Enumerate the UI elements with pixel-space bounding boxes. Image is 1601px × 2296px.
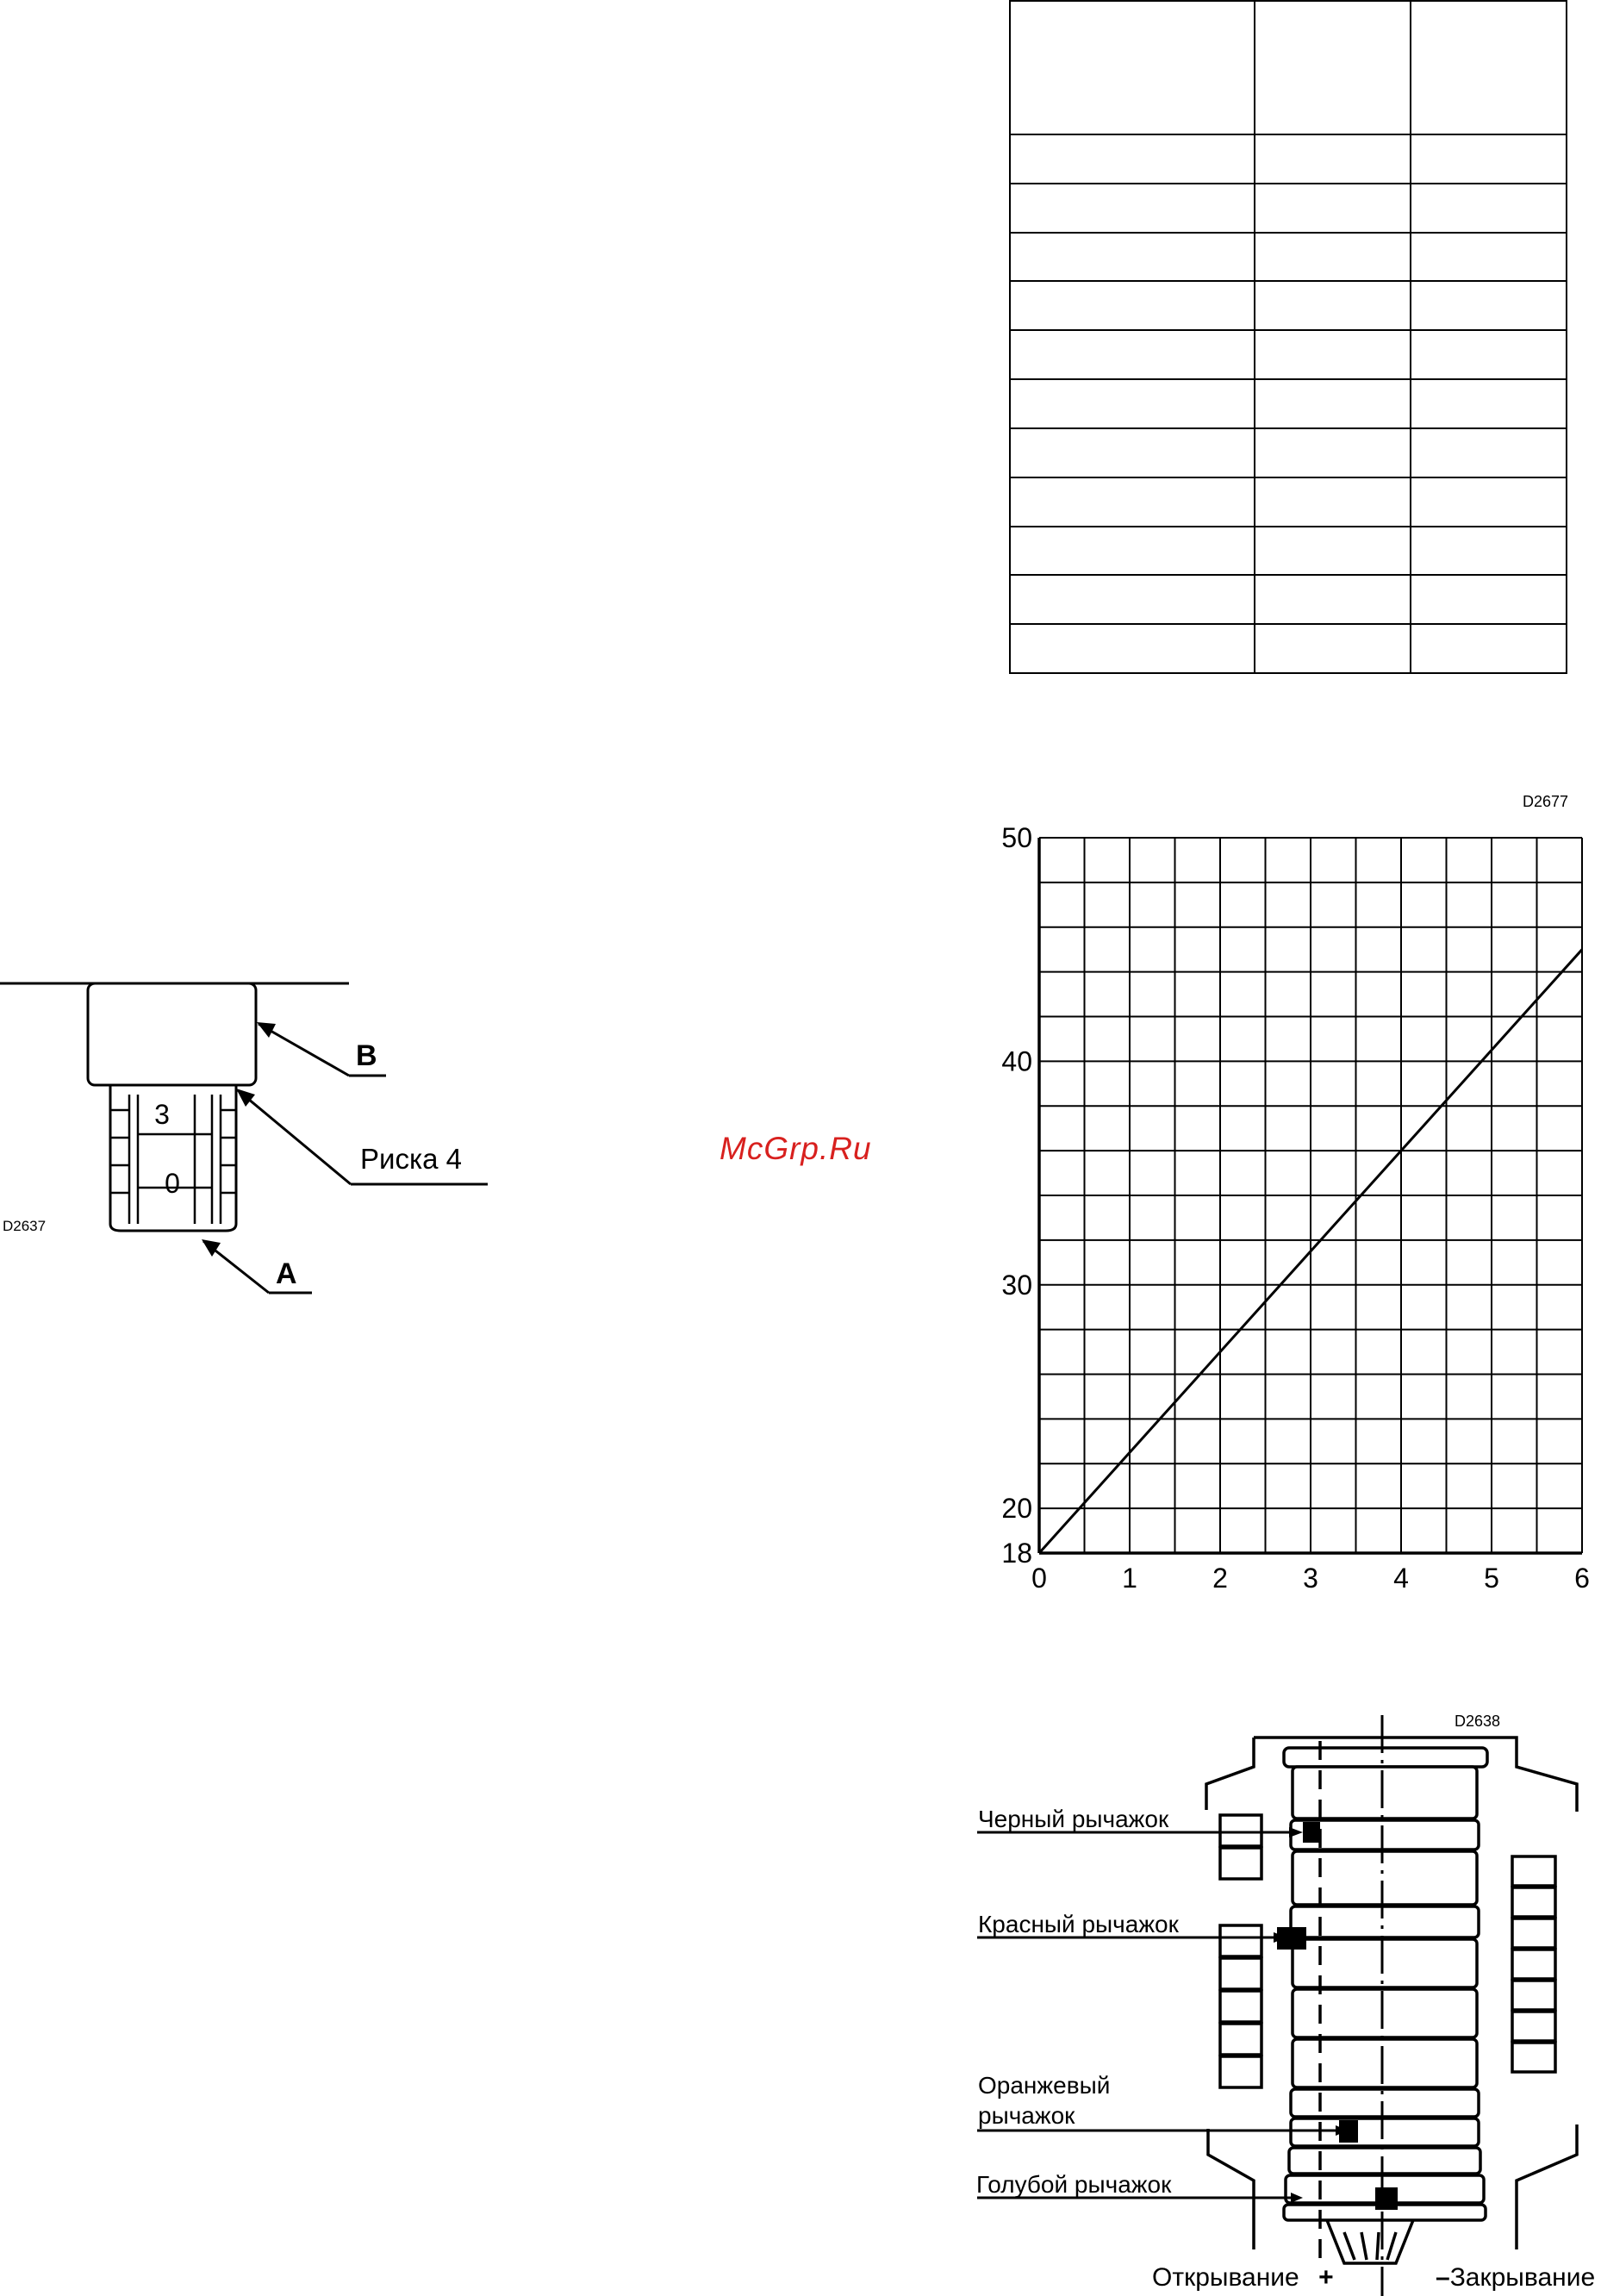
table-cell xyxy=(1010,281,1255,330)
right-side-blocks xyxy=(1512,1856,1555,2072)
table-row xyxy=(1010,477,1567,527)
table-cell xyxy=(1010,624,1255,673)
table-cell xyxy=(1411,477,1567,527)
label-opening xyxy=(1152,2265,1334,2291)
chart-grid xyxy=(1039,838,1582,1553)
closing-sign: – xyxy=(1436,2263,1450,2292)
table-cell xyxy=(1010,428,1255,477)
table-cell xyxy=(1255,184,1411,233)
x-tick-label: 4 xyxy=(1393,1563,1409,1594)
table-row xyxy=(1010,233,1567,282)
arrow-riska-line xyxy=(238,1090,351,1184)
table-cell xyxy=(1411,527,1567,576)
table-cell xyxy=(1255,134,1411,184)
table-row xyxy=(1010,527,1567,576)
black-lever-mark xyxy=(1303,1822,1320,1843)
y-tick-label: 30 xyxy=(1001,1269,1032,1301)
label-a: A xyxy=(276,1257,297,1290)
watermark: McGrp.Ru xyxy=(720,1131,872,1166)
table-row xyxy=(1010,281,1567,330)
closing-text: Закрывание xyxy=(1449,2263,1596,2292)
y-tick-label: 40 xyxy=(1001,1045,1032,1077)
label-orange-lever-line2: рычажок xyxy=(978,2102,1075,2129)
x-axis-ticks xyxy=(1031,1563,1590,1594)
lever-diagram xyxy=(965,1715,1601,2296)
label-black-lever: Черный рычажок xyxy=(978,1806,1169,1832)
left-side-blocks xyxy=(1220,1815,1261,2087)
spec-table xyxy=(1009,0,1567,674)
table-cell xyxy=(1010,379,1255,428)
table-row xyxy=(1010,330,1567,379)
label-riska-4: Риска 4 xyxy=(360,1143,462,1175)
x-tick-label: 2 xyxy=(1212,1563,1228,1594)
x-tick-label: 1 xyxy=(1122,1563,1137,1594)
table-cell xyxy=(1010,477,1255,527)
calibration-chart xyxy=(965,819,1598,1620)
table-cell xyxy=(1010,527,1255,576)
table-row xyxy=(1010,575,1567,624)
table-row xyxy=(1010,379,1567,428)
x-tick-label: 0 xyxy=(1031,1563,1047,1594)
table-row xyxy=(1010,134,1567,184)
label-closing xyxy=(1436,2265,1595,2291)
table-row xyxy=(1010,428,1567,477)
scale-mark-0: 0 xyxy=(165,1168,180,1199)
table-row xyxy=(1010,184,1567,233)
table-cell xyxy=(1010,1,1255,134)
table-cell xyxy=(1411,281,1567,330)
label-b: B xyxy=(356,1039,377,1072)
x-tick-label: 3 xyxy=(1303,1563,1318,1594)
table-cell xyxy=(1411,624,1567,673)
x-tick-label: 5 xyxy=(1484,1563,1499,1594)
table-cell xyxy=(1255,527,1411,576)
arrow-b-line xyxy=(259,1024,349,1076)
table-cell xyxy=(1255,233,1411,282)
table-cell xyxy=(1411,233,1567,282)
table-cell xyxy=(1411,184,1567,233)
scale-mark-3: 3 xyxy=(154,1099,170,1130)
blue-lever-mark xyxy=(1375,2187,1398,2210)
table-cell xyxy=(1411,1,1567,134)
knurl-marks xyxy=(110,1095,236,1224)
table-cell xyxy=(1255,477,1411,527)
table-cell xyxy=(1255,575,1411,624)
red-lever-mark xyxy=(1277,1927,1306,1950)
x-tick-label: 6 xyxy=(1574,1563,1590,1594)
opening-text: Открывание xyxy=(1152,2263,1299,2292)
table-cell xyxy=(1255,1,1411,134)
table-cell xyxy=(1255,624,1411,673)
label-blue-lever: Голубой рычажок xyxy=(976,2171,1172,2198)
gauge-head xyxy=(88,983,256,1085)
opening-sign: + xyxy=(1318,2263,1334,2292)
table-cell xyxy=(1255,330,1411,379)
table-cell xyxy=(1010,575,1255,624)
table-cell xyxy=(1010,134,1255,184)
gauge-diagram xyxy=(0,965,500,1310)
table-header-row xyxy=(1010,1,1567,134)
table-cell xyxy=(1411,428,1567,477)
table-cell xyxy=(1010,233,1255,282)
y-tick-label: 50 xyxy=(1001,822,1032,853)
table-cell xyxy=(1255,428,1411,477)
table-cell xyxy=(1255,281,1411,330)
table-row xyxy=(1010,624,1567,673)
table-cell xyxy=(1411,330,1567,379)
nozzle xyxy=(1327,2220,1413,2263)
table-cell xyxy=(1255,379,1411,428)
label-orange-lever-line1: Оранжевый xyxy=(978,2072,1111,2099)
arrow-riska-head xyxy=(236,1089,255,1107)
y-tick-label: 20 xyxy=(1001,1493,1032,1525)
y-tick-label: 18 xyxy=(1001,1538,1032,1569)
table-cell xyxy=(1411,379,1567,428)
arrow-b-head xyxy=(257,1022,276,1038)
figure-code-d2638: D2638 xyxy=(1455,1713,1501,1730)
y-axis-ticks xyxy=(1001,822,1032,1569)
table-cell xyxy=(1010,330,1255,379)
figure-code-d2677: D2677 xyxy=(1523,793,1569,810)
table-cell xyxy=(1010,184,1255,233)
table-cell xyxy=(1411,575,1567,624)
label-red-lever: Красный рычажок xyxy=(978,1911,1179,1937)
figure-code-d2637: D2637 xyxy=(3,1218,47,1234)
table-cell xyxy=(1411,134,1567,184)
orange-lever-mark xyxy=(1339,2120,1358,2143)
